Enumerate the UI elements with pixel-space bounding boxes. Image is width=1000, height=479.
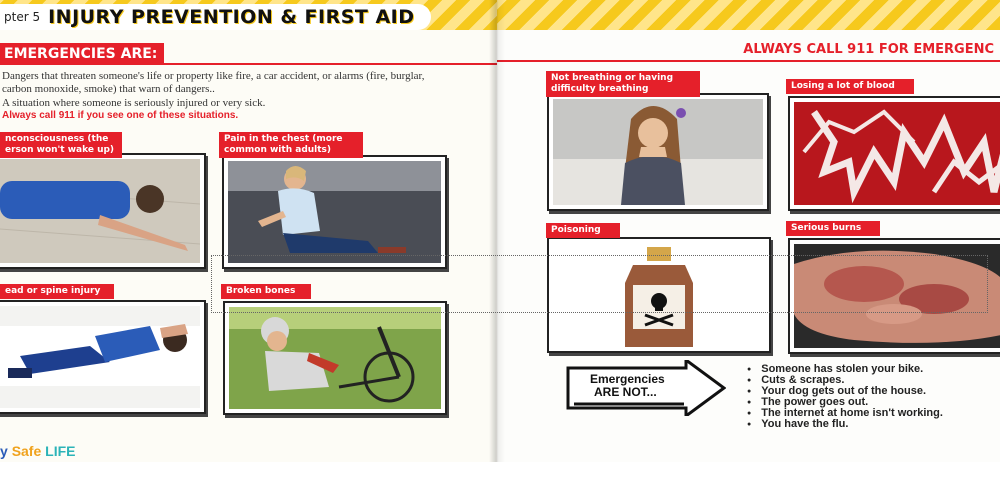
- not-box-line1: Emergencies: [590, 372, 665, 386]
- always-call-heading: ALWAYS CALL 911 FOR EMERGENC: [743, 42, 994, 57]
- selection-marquee: [211, 255, 988, 313]
- photo-label-chest-pain: Pain in the chest (more common with adults): [219, 132, 363, 158]
- photo-label-head-spine: ead or spine injury: [0, 284, 114, 299]
- book-gutter: [489, 0, 505, 462]
- photo-label-broken-bones: Broken bones: [221, 284, 311, 299]
- photo-unconsciousness: [0, 153, 206, 269]
- blood-illustration: [794, 102, 1000, 205]
- brand-safe: Safe: [11, 443, 42, 459]
- header-stripe-right: [497, 0, 1000, 30]
- list-item: ● Cuts & scrapes.: [747, 375, 943, 386]
- photo-chest-pain: [222, 155, 447, 269]
- chapter-header: [0, 4, 431, 30]
- list-item: ● Someone has stolen your bike.: [747, 364, 943, 375]
- list-item: ● The power goes out.: [747, 397, 943, 408]
- not-emergencies-list: [747, 364, 943, 430]
- brand-life: LIFE: [45, 443, 76, 459]
- child-choking-illustration: [553, 99, 763, 205]
- not-box-line2: ARE NOT...: [594, 385, 657, 399]
- brand-footer: [0, 443, 76, 459]
- chapter-title: INJURY PREVENTION & FIRST AID: [48, 6, 415, 28]
- list-item: ● Your dog gets out of the house.: [747, 386, 943, 397]
- bike-fall-illustration: [229, 307, 441, 409]
- left-page: [0, 0, 497, 462]
- heading-rule-right: [497, 60, 1000, 62]
- unconscious-person-illustration: [0, 159, 200, 263]
- chest-pain-illustration: [228, 161, 441, 263]
- photo-head-spine-injury: [0, 300, 206, 414]
- section-heading: EMERGENCIES ARE:: [0, 43, 164, 65]
- list-item: ● You have the flu.: [747, 419, 943, 430]
- paragraph-dangers: Dangers that threaten someone's life or property like fire, a car accident, or alarms (fire, burglar, carbon monoxide, smoke) that warn of dangers..: [2, 70, 425, 95]
- photo-label-not-breathing: Not breathing or having difficulty breathing: [546, 71, 700, 97]
- photo-label-poisoning: Poisoning: [546, 223, 620, 238]
- photo-broken-bones: [223, 301, 447, 415]
- call-911-note: Always call 911 if you see one of these situations.: [2, 110, 239, 121]
- emergencies-are-not-arrow: [566, 360, 726, 416]
- photo-label-serious-burns: Serious burns: [786, 221, 880, 236]
- photo-losing-blood: [788, 96, 1000, 211]
- paragraph-situation: A situation where someone is seriously injured or very sick.: [2, 97, 266, 109]
- brand-prefix: y: [0, 443, 8, 459]
- right-page: [497, 0, 1000, 462]
- head-injury-illustration: [0, 306, 200, 408]
- photo-label-losing-blood: Losing a lot of blood: [786, 79, 914, 94]
- photo-not-breathing: [547, 93, 769, 211]
- photo-label-unconsciousness: nconsciousness (the erson won't wake up): [0, 132, 122, 158]
- chapter-tag: pter 5: [4, 10, 41, 24]
- heading-rule: [160, 63, 497, 65]
- list-item: ● The internet at home isn't working.: [747, 408, 943, 419]
